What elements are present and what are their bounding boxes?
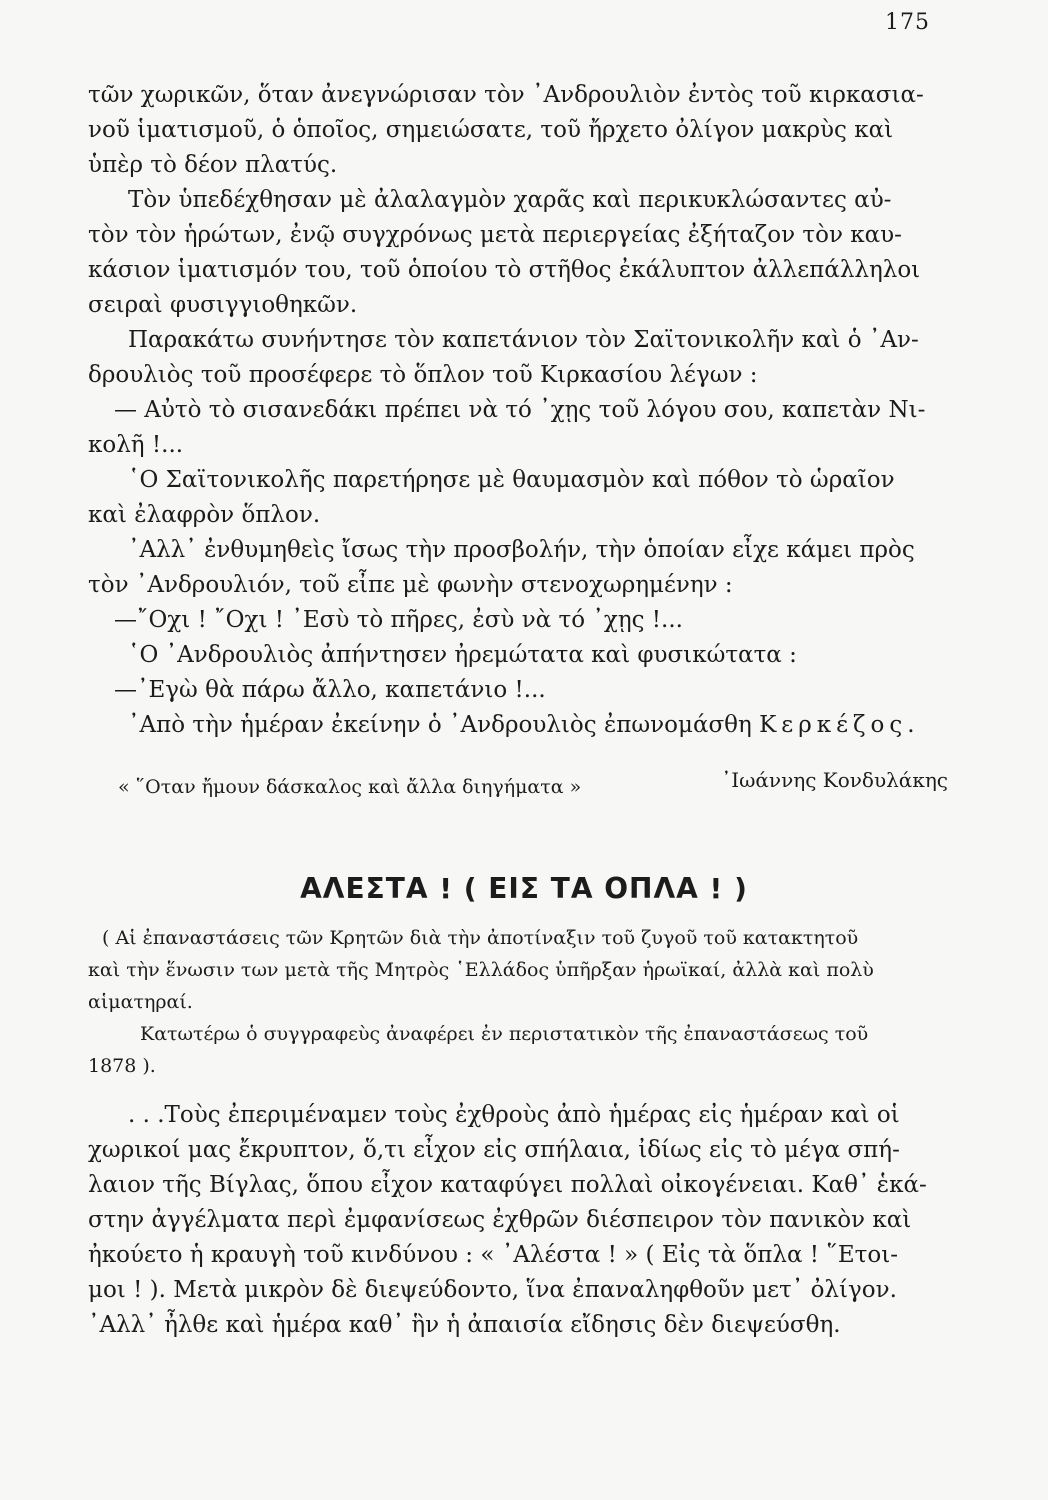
text-line: νοῦ ἱματισμοῦ, ὁ ὁποῖος, σημειώσατε, τοῦ ἤρχετο ὀλίγον μακρὺς καὶ <box>88 117 894 143</box>
text-line: κάσιον ἱματισμόν του, τοῦ ὁποίου τὸ στῆθος ἐκάλυπτον ἀλλεπάλληλοι <box>88 257 921 283</box>
text-line: καὶ ἐλαφρὸν ὅπλον. <box>88 502 321 528</box>
text-line: ῾Ο ᾿Ανδρουλιὸς ἀπήντησεν ἠρεμώτατα καὶ φυσικώτατα : <box>128 642 797 668</box>
text-line: τὸν τὸν ἡρώτων, ἐνῷ συγχρόνως μετὰ περιεργείας ἐξήταζον τὸν καυ- <box>88 222 902 248</box>
text-line: λαιον τῆς Βίγλας, ὅπου εἶχον καταφύγει πολλαὶ οἰκογένειαι. Καθ᾿ ἑκά- <box>88 1172 927 1198</box>
final-line-text: ᾿Απὸ τὴν ἡμέραν ἐκείνην ὁ ᾿Ανδρουλιὸς ἐπωνομάσθη <box>128 712 760 738</box>
story-beginning <box>88 1098 938 1343</box>
text-line: δρουλιὸς τοῦ προσέφερε τὸ ὅπλον τοῦ Κιρκασίου λέγων : <box>88 362 758 388</box>
note-line: Κατωτέρω ὁ συγγραφεὺς ἀναφέρει ἐν περιστατικὸν τῆς ἐπαναστάσεως τοῦ <box>140 1023 869 1045</box>
text-line: στην ἀγγέλματα περὶ ἐμφανίσεως ἐχθρῶν διέσπειρον τὸν πανικὸν καὶ <box>88 1207 912 1233</box>
note-line: ( Αἱ ἐπαναστάσεις τῶν Κρητῶν διὰ τὴν ἀποτίναξιν τοῦ ζυγοῦ τοῦ κατακτητοῦ <box>102 927 859 949</box>
text-line: Παρακάτω συνήντησε τὸν καπετάνιον τὸν Σαϊτονικολῆν καὶ ὁ ᾿Αν- <box>128 327 919 353</box>
text-line: τὸν ᾿Ανδρουλιόν, τοῦ εἶπε μὲ φωνὴν στενοχωρημένην : <box>88 572 733 598</box>
text-line: ἠκούετο ἡ κραυγὴ τοῦ κινδύνου : « ᾿Αλέστα ! » ( Εἰς τὰ ὅπλα ! ῞Ετοι- <box>88 1242 898 1268</box>
text-line: . . .Τοὺς ἐπεριμέναμεν τοὺς ἐχθροὺς ἀπὸ ἡμέρας εἰς ἡμέραν καὶ οἱ <box>128 1102 900 1128</box>
text-line: ῾Ο Σαϊτονικολῆς παρετήρησε μὲ θαυμασμὸν καὶ πόθον τὸ ὡραῖον <box>128 467 895 493</box>
nickname: Κερκέζος. <box>759 712 920 738</box>
story-ending <box>88 78 938 743</box>
page-number: 175 <box>885 10 930 35</box>
dialogue-line: — Αὐτὸ τὸ σισανεδάκι πρέπει νὰ τό ᾿χῃς τοῦ λόγου σου, καπετὰν Νι- <box>114 397 926 423</box>
text-line: τῶν χωρικῶν, ὅταν ἀνεγνώρισαν τὸν ᾿Ανδρουλιὸν ἐντὸς τοῦ κιρκασια- <box>88 82 924 108</box>
note-line: καὶ τὴν ἕνωσιν των μετὰ τῆς Μητρὸς ῾Ελλάδος ὑπῆρξαν ἡρωϊκαί, ἀλλὰ καὶ πολὺ <box>88 959 874 981</box>
text-line: ὑπὲρ τὸ δέον πλατύς. <box>88 152 338 178</box>
final-line <box>88 708 938 743</box>
attribution-source: « ῞Οταν ἤμουν δάσκαλος καὶ ἄλλα διηγήματα » <box>118 776 582 798</box>
text-line: μοι ! ). Μετὰ μικρὸν δὲ διεψεύδοντο, ἵνα ἐπαναληφθοῦν μετ᾿ ὀλίγον. <box>88 1277 897 1303</box>
intro-note <box>88 922 948 1082</box>
text-line: ᾿Αλλ᾿ ἐνθυμηθεὶς ἴσως τὴν προσβολήν, τὴν ὁποίαν εἶχε κάμει πρὸς <box>128 537 915 563</box>
dialogue-line: —᾿Εγὼ θὰ πάρω ἄλλο, καπετάνιο !... <box>114 677 546 703</box>
section-heading: ΑΛΕΣΤΑ ! ( ΕΙΣ ΤΑ ΟΠΛΑ ! ) <box>300 872 748 905</box>
text-line: χωρικοί μας ἔκρυπτον, ὅ,τι εἶχον εἰς σπήλαια, ἰδίως εἰς τὸ μέγα σπή- <box>88 1137 900 1163</box>
dialogue-line: —῎Οχι ! ῎Οχι ! ᾿Εσὺ τὸ πῆρες, ἐσὺ νὰ τό ᾿χῃς !... <box>114 607 683 633</box>
text-line: ᾿Αλλ᾿ ἦλθε καὶ ἡμέρα καθ᾿ ἣν ἡ ἀπαισία εἴδησις δὲν διεψεύσθη. <box>88 1312 841 1338</box>
text-line: σειραὶ φυσιγγιοθηκῶν. <box>88 292 358 318</box>
text-line: κολῆ !... <box>88 432 184 458</box>
note-line: αἱματηραί. <box>88 991 193 1013</box>
note-line: 1878 ). <box>88 1055 156 1077</box>
text-line: Τὸν ὑπεδέχθησαν μὲ ἀλαλαγμὸν χαρᾶς καὶ περικυκλώσαντες αὐ- <box>128 187 892 213</box>
attribution <box>118 768 948 800</box>
attribution-author: ᾿Ιωάννης Κονδυλάκης <box>721 768 948 792</box>
